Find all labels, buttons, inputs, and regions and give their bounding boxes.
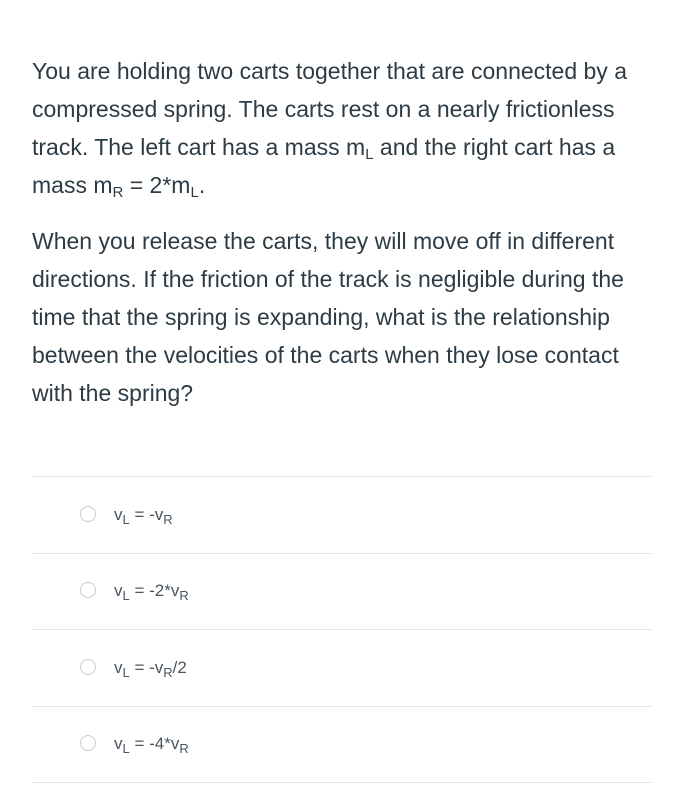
radio-button[interactable] [80, 582, 96, 598]
question-text-segment: = 2*m [123, 172, 191, 198]
answer-option-2[interactable] [32, 554, 652, 631]
answer-label: $v_L = -v_R$ [114, 504, 173, 527]
answer-label: $v_L = -v_R/2$ [114, 657, 187, 680]
subscript-right: R [112, 184, 124, 201]
answer-option-1[interactable] [32, 477, 652, 554]
question-text [32, 52, 657, 412]
radio-button[interactable] [80, 659, 96, 675]
question-paragraph-2: When you release the carts, they will move off in different directions. If the friction of the track is negligible during the time that the spring is expanding, what is the relationship between the velocities of the carts when they lose contact with the spring? [32, 228, 624, 406]
answer-label: $v_L = -2*v_R$ [114, 581, 189, 604]
answer-list [32, 476, 652, 783]
radio-button[interactable] [80, 735, 96, 751]
radio-button[interactable] [80, 506, 96, 522]
question-text-segment: . [198, 172, 206, 198]
question-paragraph-1 [32, 52, 657, 204]
subscript-left: L [190, 184, 199, 201]
answer-option-3[interactable] [32, 630, 652, 707]
answer-option-4[interactable] [32, 707, 652, 784]
question-text-segment: and the right cart has a mass m [32, 134, 616, 198]
question-text-segment: You are holding two carts together that are connected by a compressed spring. The carts rest on a nearly frictionless track. The left cart has a mass m [32, 58, 627, 160]
subscript-left: L [365, 146, 374, 163]
answer-label: $v_L = -4*v_R$ [114, 734, 189, 757]
